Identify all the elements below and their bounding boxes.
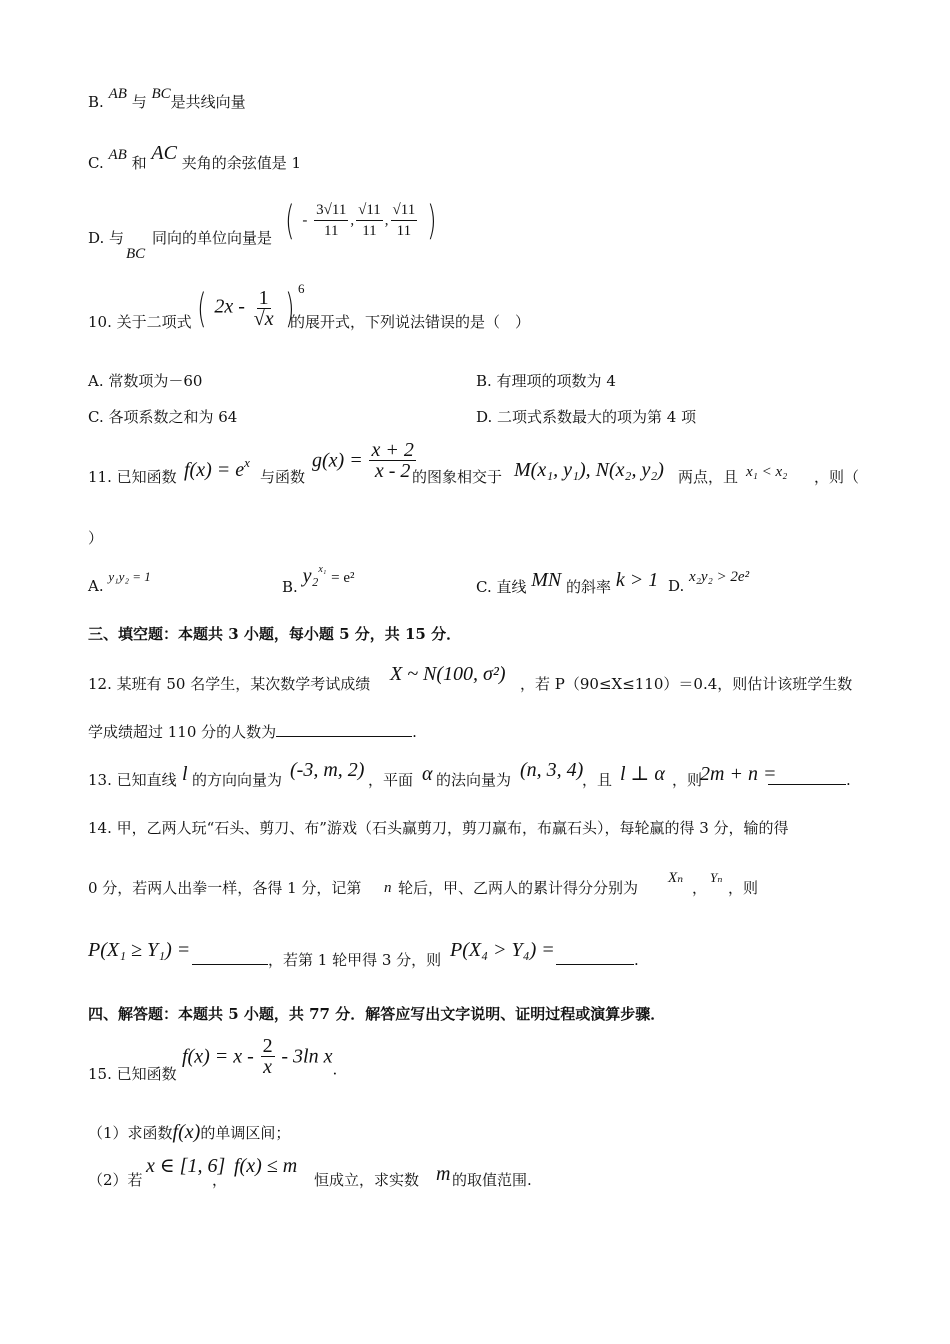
option-formula: y₂	[302, 565, 319, 587]
probability-expression-2: P(X₄ > Y₄) =	[450, 939, 555, 961]
score-yn: Yₙ	[710, 870, 723, 885]
score-xn: Xₙ	[668, 870, 684, 886]
period: .	[332, 1060, 338, 1079]
separator: ，	[692, 879, 708, 897]
plane-alpha: α	[422, 763, 433, 785]
answer-blank[interactable]	[556, 950, 634, 965]
option-label: C.	[88, 154, 104, 172]
intersection-points: M(x₁, y₁), N(x₂, y₂)	[514, 459, 664, 481]
question-text: 12. 某班有 50 名学生，某次数学考试成绩	[88, 675, 371, 693]
option-text: 是共线向量	[170, 93, 246, 111]
option-text: 的斜率	[566, 578, 612, 596]
binomial-expression: ( 2x - $\frac{1}{√x}$ ) 6	[197, 280, 305, 332]
answer-blank-group	[768, 770, 851, 790]
option-text: 夹角的余弦值是 1	[181, 154, 302, 172]
sub-question-text: （1）求函数	[88, 1124, 173, 1142]
fraction-denominator: √x	[253, 308, 274, 330]
q9-option-c	[88, 142, 302, 174]
inequality: f(x) ≤ m	[234, 1155, 298, 1177]
fraction-numerator: 1	[258, 287, 269, 309]
question-text: ，则（	[814, 468, 860, 486]
vector-ab: AB	[108, 147, 127, 163]
answer-blank[interactable]	[192, 950, 268, 965]
question-text: ，若第 1 轮甲得 3 分，则	[268, 951, 442, 969]
q11-options	[88, 566, 908, 596]
unit-vector-expression: ( - $\frac{3√11}{11}$ , $\frac{√11}{11}$ , $\frac{√11}{11}$ )	[285, 197, 437, 244]
perpendicular-condition: l ⊥ α	[620, 763, 665, 785]
sub-question-text: 恒成立，求实数	[314, 1171, 420, 1189]
function-f	[184, 455, 250, 482]
question-text: 10. 关于二项式	[88, 313, 192, 331]
period: .	[634, 951, 639, 969]
q11-option-c	[476, 569, 659, 597]
option-label: D. 与	[88, 229, 125, 247]
function-definition	[182, 1036, 337, 1080]
question-text: ，则	[672, 771, 703, 789]
normal-distribution: X ~ N(100, σ²)	[390, 663, 506, 685]
direction-vector: (-3, m, 2)	[290, 759, 365, 781]
target-expression: 2m + n =	[700, 763, 777, 785]
option-label: B.	[88, 93, 104, 111]
connector-text: 和	[131, 154, 147, 172]
question-text: 轮后，甲、乙两人的累计得分分别为	[398, 879, 639, 897]
question-text: 的展开式，下列说法错误的是（ ）	[290, 313, 531, 331]
option-formula: x₂y₂ > 2e²	[689, 569, 750, 585]
vector-ac: AC	[151, 142, 177, 164]
line-mn: MN	[531, 569, 562, 591]
option-formula: k > 1	[615, 569, 659, 591]
variable-m: m	[436, 1163, 451, 1185]
condition: x₁ < x₂	[746, 464, 788, 480]
formula-text: - 3ln x	[281, 1045, 333, 1068]
option-text: 同向的单位向量是	[152, 229, 273, 247]
answer-blank-group	[192, 950, 441, 970]
separator: ，	[212, 1171, 228, 1189]
fraction-numerator: 2	[262, 1035, 273, 1057]
question-text: 13. 已知直线	[88, 771, 177, 789]
q10-option-a: A. 常数项为－60	[88, 372, 203, 390]
formula-text: f(x) = e	[184, 459, 245, 481]
q11-option-a	[88, 569, 151, 597]
probability-expression-1: P(X₁ ≥ Y₁) =	[88, 939, 191, 961]
option-label: B.	[282, 578, 298, 596]
expression-term: 2x -	[214, 295, 245, 318]
period: .	[846, 771, 851, 789]
question-text: 0 分，若两人出拳一样，各得 1 分，记第	[88, 879, 362, 897]
section-heading-answers: 四、解答题：本题共 5 小题，共 77 分．解答应写出文字说明、证明过程或演算步骤．	[88, 1005, 666, 1023]
q11-option-b	[282, 564, 355, 600]
period: .	[412, 723, 417, 741]
domain-interval: x ∈ [1, 6]	[146, 1155, 226, 1177]
question-text: ，平面	[368, 771, 414, 789]
option-label: A.	[88, 577, 104, 595]
sub-question-text: 的取值范围.	[452, 1171, 532, 1189]
line-l: l	[182, 763, 188, 785]
fraction-numerator: x + 2	[371, 439, 414, 461]
fraction-numerator: 3√11	[314, 200, 348, 221]
answer-blank[interactable]	[768, 770, 846, 785]
vector-ab: AB	[108, 86, 127, 102]
formula-text: g(x) =	[312, 449, 363, 472]
answer-blank-group	[556, 950, 639, 970]
fraction-numerator: √11	[391, 200, 418, 221]
fraction-denominator: x	[263, 1056, 273, 1078]
q12-line2	[88, 722, 417, 742]
q11-option-d	[668, 569, 750, 597]
exponent: 6	[297, 280, 305, 296]
question-text: 15. 已知函数	[88, 1065, 177, 1083]
question-text: 两点，且	[678, 468, 739, 486]
question-text: ，若 P（90≤X≤110）＝0.4，则估计该班学生数	[520, 675, 853, 693]
q10-option-d: D. 二项式系数最大的项为第 4 项	[476, 408, 697, 426]
answer-blank[interactable]	[276, 722, 412, 737]
formula-text: f(x) = x -	[182, 1045, 254, 1068]
section-heading-fill-in: 三、填空题：本题共 3 小题，每小题 5 分，共 15 分．	[88, 625, 462, 643]
question-text: 学成绩超过 110 分的人数为	[88, 723, 277, 741]
question-text: ，且	[582, 771, 613, 789]
round-n: n	[384, 880, 392, 896]
function-ref: f(x)	[172, 1121, 201, 1143]
question-text: 的方向向量为	[192, 771, 283, 789]
option-label: C. 直线	[476, 578, 527, 596]
connector-text: 与	[131, 93, 147, 111]
q15-part1	[88, 1122, 290, 1143]
option-formula: y₁y₂ = 1	[108, 569, 151, 584]
exponent: x	[244, 455, 250, 470]
fraction-denominator: 11	[396, 223, 412, 239]
option-label: D.	[668, 577, 685, 595]
normal-vector: (n, 3, 4)	[520, 759, 584, 781]
q10-option-c: C. 各项系数之和为 64	[88, 408, 238, 426]
question-text: 的图象相交于	[412, 468, 503, 486]
q9-option-b	[88, 86, 246, 113]
function-g	[312, 440, 418, 481]
fraction-denominator: 11	[324, 223, 339, 239]
sub-question-text: （2）若	[88, 1171, 143, 1189]
fraction-numerator: √11	[356, 200, 383, 221]
exponent: x₁	[318, 564, 327, 575]
fraction-denominator: x - 2	[374, 460, 411, 482]
q11-close-paren: ）	[88, 529, 104, 547]
question-text: 与函数	[260, 468, 306, 486]
vector-bc: BC	[126, 246, 146, 262]
q14-line1: 14. 甲，乙两人玩“石头、剪刀、布”游戏（石头赢剪刀，剪刀赢布，布赢石头），每轮赢的得 3 分，输的得	[88, 819, 789, 837]
question-text: 的法向量为	[436, 771, 512, 789]
sub-question-text: 的单调区间；	[200, 1124, 291, 1142]
q10-option-b: B. 有理项的项数为 4	[476, 372, 616, 390]
question-text: ，则	[728, 879, 759, 897]
fraction-denominator: 11	[362, 223, 377, 239]
vector-bc: BC	[151, 86, 171, 102]
question-text: 11. 已知函数	[88, 468, 177, 486]
option-formula: = e²	[331, 570, 355, 586]
